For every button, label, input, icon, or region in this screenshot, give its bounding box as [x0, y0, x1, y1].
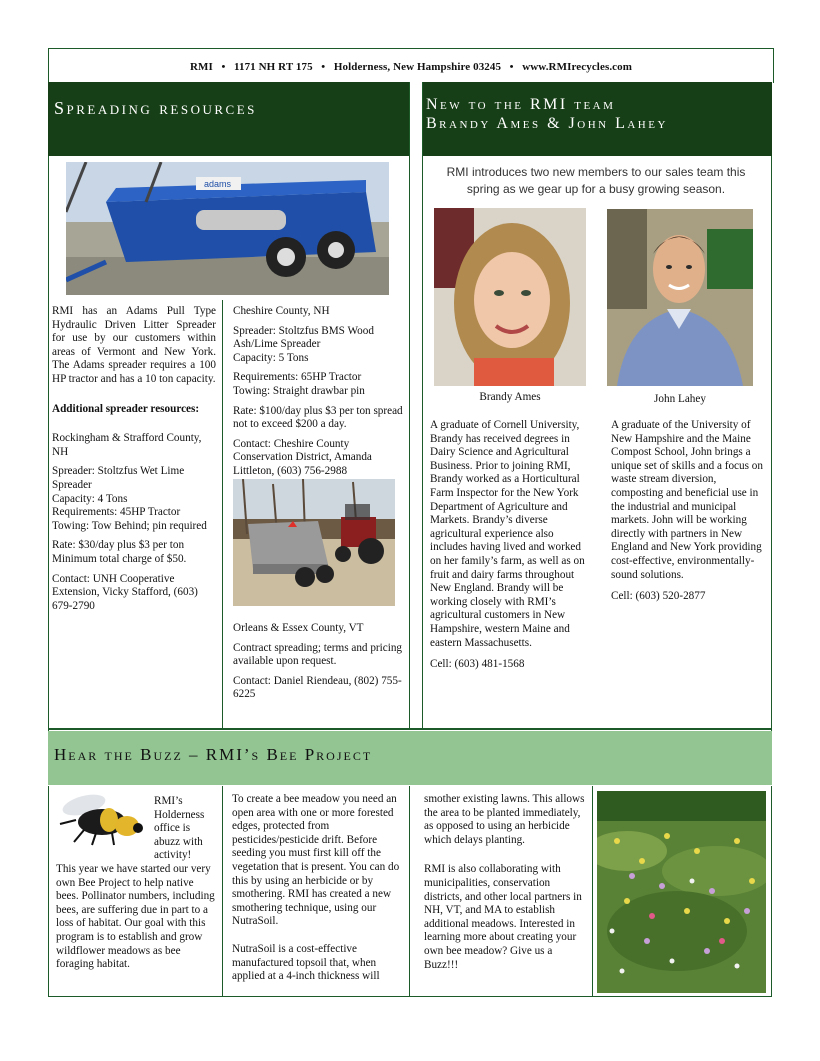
cheshire-spreader: Spreader: Stoltzfus BMS Wood Ash/Lime Spreader: [233, 324, 374, 351]
bee-lead: RMI’s Holderness office is abuzz with activity!: [154, 795, 205, 862]
cheshire-requirements: Requirements: 65HP Tractor: [233, 371, 362, 384]
orleans-contact: Contact: Daniel Riendeau, (802) 755-6225: [233, 674, 402, 701]
brandy-bio: A graduate of Cornell University, Brandy has received degrees in Dairy Science and Agricultural Business. Prior to joining RMI, Brandy worked as a Horticultural Farm Inspector for the New York Department of Agriculture and Markets. Brandy’s diverse agricultural experience also includes having lived and worked on her family’s farm, as well as on fruit and dairy farms throughout New England. Brandy will be working closely with RMI’s agricultural customers in New Hampshire, western Maine and eastern Massachusetts.: [430, 419, 585, 649]
spreading-intro: RMI has an Adams Pull Type Hydraulic Driven Litter Spreader for use by our customers within areas of Vermont and New York. The Adams spreader requires a 100 HP tractor and has a 10 ton capacity.: [52, 305, 216, 385]
bee-banner: [48, 731, 772, 785]
cheshire-capacity: Capacity: 5 Tons: [233, 351, 309, 364]
street-address: 1171 NH RT 175: [233, 61, 313, 73]
spreading-banner: [48, 82, 410, 156]
team-title-line1: New to the RMI team: [426, 96, 616, 113]
spreader-brand-label: adams: [204, 179, 232, 189]
brandy-ames-photo: [434, 208, 586, 386]
adams-spreader-photo: [66, 162, 389, 295]
john-name: John Lahey: [654, 393, 706, 405]
address-bar: [48, 48, 774, 83]
org-name: RMI: [189, 61, 213, 73]
spreading-col1: [52, 305, 216, 619]
spreading-col2-lower: [233, 622, 403, 708]
team-title-line2: Brandy Ames & John Lahey: [426, 115, 668, 132]
rockingham-spec: [52, 465, 216, 533]
rockingham-contact: Contact: UNH Cooperative Extension, Vicky Stafford, (603) 679-2790: [52, 572, 198, 612]
cheshire-contact: Contact: Cheshire County Conservation District, Amanda Littleton, (603) 756-2988: [233, 437, 372, 477]
bee-col2: [232, 793, 404, 990]
rockingham-minimum: Minimum total charge of $50.: [52, 552, 187, 565]
team-banner: [420, 82, 772, 156]
cheshire-towing: Towing: Straight drawbar pin: [233, 384, 365, 397]
rockingham-rate-block: [52, 539, 216, 566]
bee-col2-p2: NutraSoil is a cost-effective manufactured topsoil that, when applied at a 4-inch thickness will: [232, 942, 380, 983]
separator: •: [321, 61, 326, 73]
cheshire-rate: Rate: $100/day plus $3 per ton spread not to exceed $200 a day.: [233, 404, 403, 431]
wildflower-meadow-photo: [597, 791, 766, 993]
lime-spreader-photo: [233, 479, 395, 606]
john-lahey-photo: [607, 209, 753, 386]
spreading-col2: [233, 305, 403, 485]
john-bio-block: [611, 419, 766, 610]
bumblebee-image: [54, 790, 146, 846]
john-bio: A graduate of the University of New Hampshire and the Maine Compost School, John brings a unique set of skills and a focus on waste stream diversion, composting and beneficial use in the industrial and municipal markets. John will be working directly with partners in New England and New York providing cost-effective, environmentally-sound solutions.: [611, 419, 763, 581]
brandy-bio-block: [430, 419, 590, 678]
bee-col3-p2: RMI is also collaborating with municipalities, conservation districts, and other local partners in NH, VT, and MA to establish additional meadows. Interested in learning more about creating your own bee meadow? Give us a Buzz!!!: [424, 863, 582, 971]
rockingham-requirements: Requirements: 45HP Tractor: [52, 506, 181, 519]
rockingham-rate: Rate: $30/day plus $3 per ton: [52, 539, 185, 552]
additional-heading: Additional spreader resources:: [52, 402, 200, 415]
bee-col2-p1: To create a bee meadow you need an open area with one or more forested edges, protected from pesticides/pesticide drift. Before seeding you must first kill off the vegetation that is present. You can do this by using an herbicide or by smothering. RMI has created a new smothering technique, using our NutraSoil.: [232, 793, 400, 928]
cheshire-spec: [233, 325, 403, 366]
rockingham-capacity: Capacity: 4 Tons: [52, 492, 128, 505]
bee-col3-p1: smother existing lawns. This allows the area to be planted immediately, as opposed to using an herbicide which delays planting.: [424, 793, 585, 846]
cheshire-county: Cheshire County, NH: [233, 305, 330, 317]
orleans-county: Orleans & Essex County, VT: [233, 622, 364, 634]
rockingham-towing: Towing: Tow Behind; pin required: [52, 519, 207, 532]
john-cell: Cell: (603) 520-2877: [611, 590, 706, 603]
orleans-spreading: Contract spreading; terms and pricing available upon request.: [233, 641, 403, 668]
cheshire-req-block: [233, 371, 403, 398]
brandy-name: Brandy Ames: [479, 391, 541, 403]
separator: •: [509, 61, 514, 73]
separator: •: [221, 61, 226, 73]
website: www.RMIrecycles.com: [522, 61, 633, 73]
rockingham-county: Rockingham & Strafford County, NH: [52, 432, 202, 458]
bee-title: Hear the Buzz – RMI’s Bee Project: [54, 745, 373, 764]
town-address: Holderness, New Hampshire 03245: [333, 61, 502, 73]
bee-col1-body: This year we have started our very own Bee Project to help native bees. Pollinator numbers, including bees, are suffering due in part to a loss of habitat. Our goal with this program is to establish and grow wildflower meadows as bee foraging habitat.: [56, 863, 215, 971]
brandy-cell: Cell: (603) 481-1568: [430, 658, 525, 671]
spreading-title: Spreading resources: [54, 98, 257, 118]
bee-col3: [424, 793, 587, 978]
rockingham-spreader: Spreader: Stoltzfus Wet Lime Spreader: [52, 465, 185, 491]
team-intro: RMI introduces two new members to our sales team this spring as we gear up for a busy growing season.: [446, 165, 746, 196]
